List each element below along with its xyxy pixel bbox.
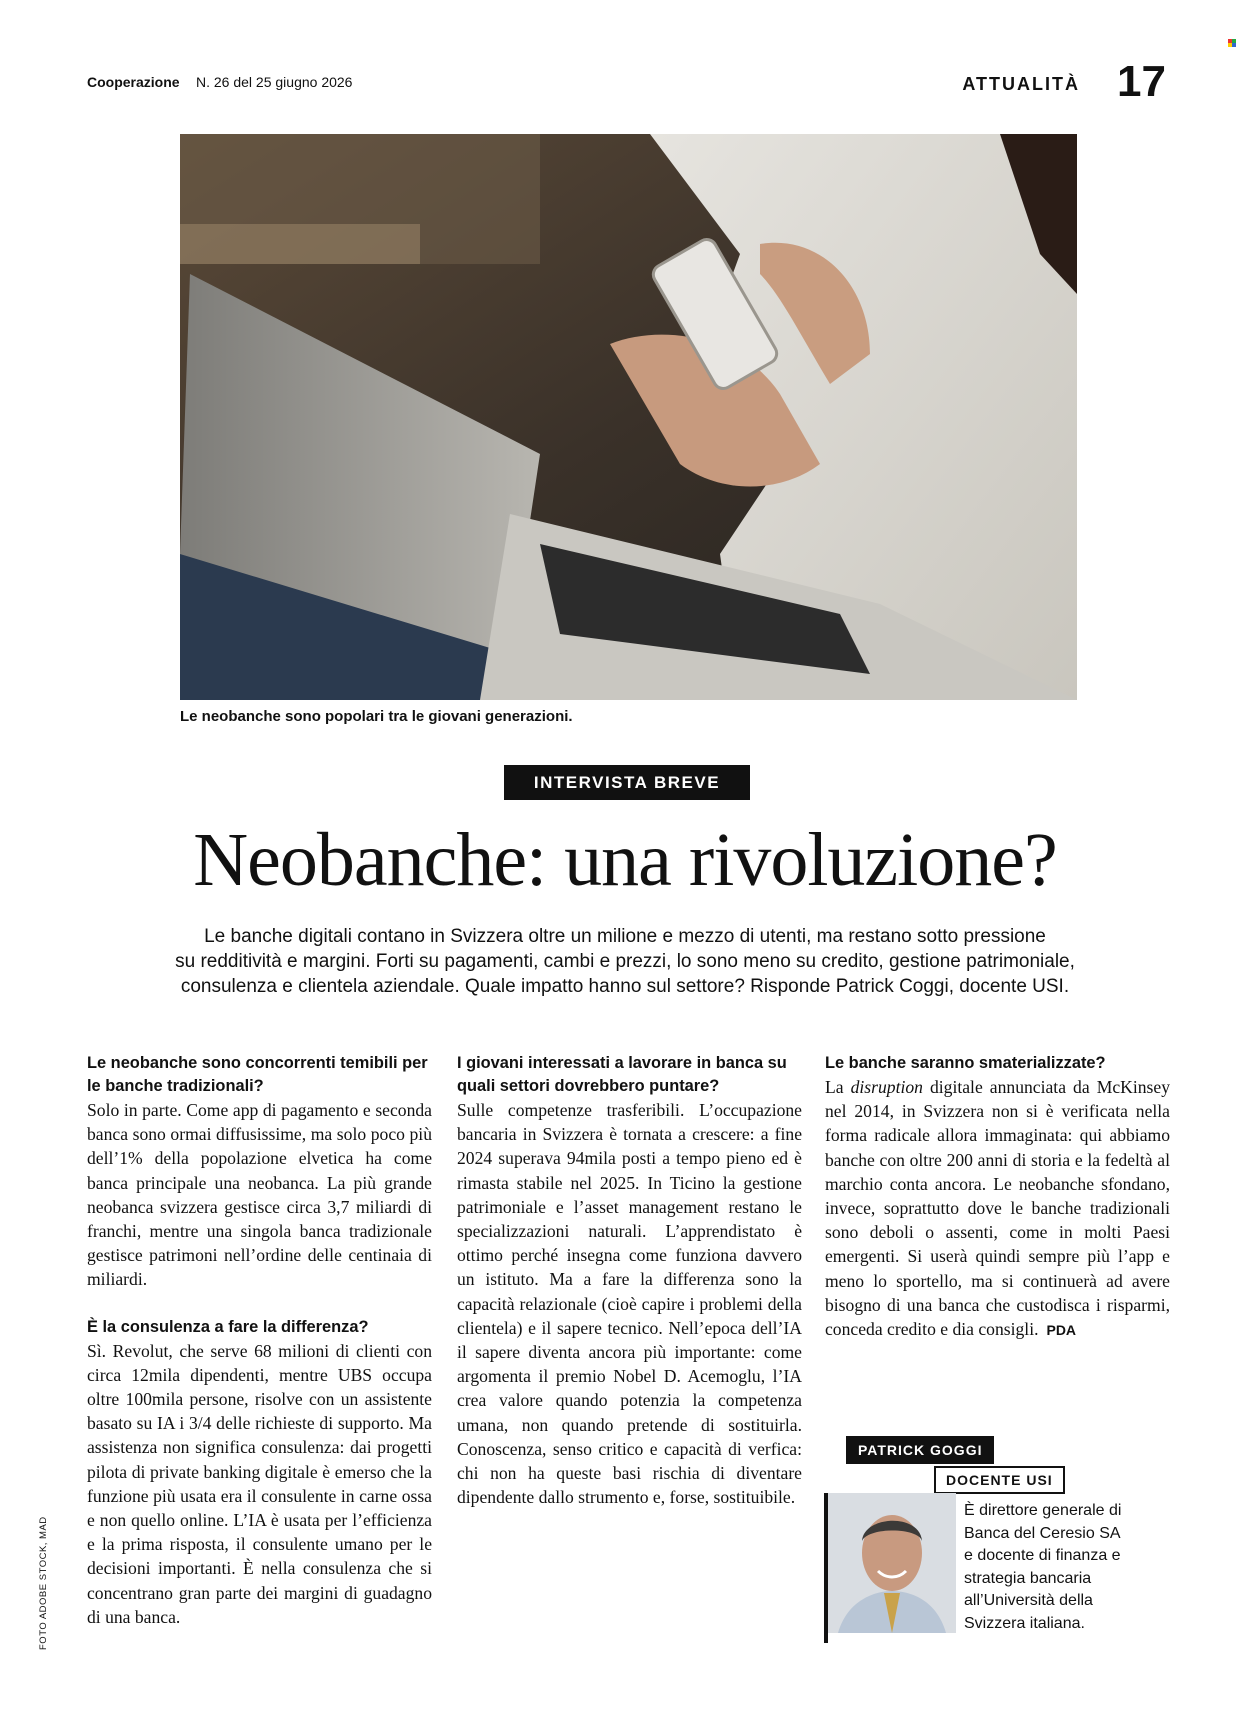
interviewee-bio: È direttore generale di Banca del Ceresio SA e docente di finanza e strategia bancaria all’Università della Svizzera italiana. bbox=[964, 1502, 1122, 1632]
standfirst bbox=[120, 924, 1130, 999]
interview-question: Le neobanche sono concorrenti temibili per le banche tradizionali? bbox=[87, 1054, 428, 1095]
interview-answer bbox=[825, 1075, 1170, 1342]
interviewee-name: PATRICK GOGGI bbox=[846, 1436, 994, 1464]
interview-question: È la consulenza a fare la differenza? bbox=[87, 1317, 369, 1336]
article-kicker: INTERVISTA BREVE bbox=[504, 765, 750, 800]
publication-name: Cooperazione bbox=[87, 74, 180, 90]
article-photo bbox=[180, 134, 1077, 700]
answer-text: digitale annunciata da McKinsey nel 2014, in Svizzera non si è verificata nella forma radicale allora immaginata: qui abbiamo banche con oltre 200 anni di storia e la fedeltà al marchio conta ancora. Le neobanche sfondano, invece, soprattutto dove le banche tradizionali sono deboli o assenti, come in molti Paesi emergenti. Si userà quindi sempre più l’app e meno lo sportello, ma si continuerà ad avere bisogno di una banca che custodisca i risparmi, conceda credito e dia consigli. bbox=[825, 1077, 1170, 1340]
standfirst-line: consulenza e clientela aziendale. Quale impatto hanno sul settore? Risponde Patrick Coggi, docente USI. bbox=[180, 976, 1070, 997]
issue-date: N. 26 del 25 giugno 2026 bbox=[196, 74, 353, 90]
author-signature: PDA bbox=[1046, 1322, 1077, 1339]
photo-credit bbox=[38, 1500, 52, 1650]
interviewee-role: DOCENTE USI bbox=[934, 1466, 1065, 1494]
standfirst-line: Le banche digitali contano in Svizzera oltre un milione e mezzo di utenti, ma restano sotto pressione bbox=[204, 926, 1046, 947]
interview-question: I giovani interessati a lavorare in banca su quali settori dovrebbero puntare? bbox=[457, 1054, 787, 1095]
article-column-2 bbox=[457, 1052, 802, 1509]
answer-text: La bbox=[825, 1077, 851, 1097]
interviewee-portrait bbox=[828, 1493, 956, 1633]
color-registration-mark bbox=[1228, 34, 1236, 42]
article-column-1 bbox=[87, 1052, 432, 1629]
section-label: ATTUALITÀ bbox=[962, 74, 1080, 94]
photo-credit-text: FOTO ADOBE STOCK, MAD bbox=[38, 1516, 49, 1650]
page-number: 17 bbox=[1117, 57, 1166, 106]
interview-question: Le banche saranno smaterializzate? bbox=[825, 1054, 1106, 1072]
answer-emphasis: disruption bbox=[850, 1077, 923, 1097]
interview-answer: Sulle competenze trasferibili. L’occupazione bancaria in Svizzera è tornata a crescere: a fine 2024 superava 94mila posti a tempo pieno ed è rimasta stabile nel 2025. In Ticino la gestione patrimoniale e l’asset management restano le specializzazioni naturali. L’apprendistato è ottimo perché insegna come funziona davvero un istituto. Ma a fare la differenza sono la capacità relazionale (cioè capire i problemi della clientela) e il sapere tecnico. Nell’epoca dell’IA il sapere diventa ancora più importante: come argomenta il premio Nobel D. Acemoglu, l’IA crea valore quando potenzia la competenza umana, non quando pretende di sostituirla. Conoscenza, senso critico e capacità di verfica: chi non ha queste basi rischia di diventare dipendente dallo strumento e, forse, sostituibile. bbox=[457, 1100, 802, 1508]
photo-caption: Le neobanche sono popolari tra le giovani generazioni. bbox=[180, 708, 573, 725]
article-column-3 bbox=[825, 1052, 1170, 1342]
interview-answer: Sì. Revolut, che serve 68 milioni di clienti con circa 12mila dipendenti, mentre UBS occupa oltre 100mila persone, risolve con un assistente basato su IA i 3/4 delle richieste di supporto. Ma assistenza non significa consulenza: dai progetti pilota di private banking digitale è emerso che la funzione più usata era il consulente in carne ossa e non quello online. L’IA è usata per l’efficienza e la prima risposta, il consulente umano per le decisioni importanti. È nella consulenza che si concentrano gran parte dei margini di guadagno di una banca. bbox=[87, 1340, 432, 1627]
interview-answer: Solo in parte. Come app di pagamento e seconda banca sono ormai diffusissime, ma solo poco più dell’1% della popolazione elvetica ha come banca principale una neobanca. La più grande neobanca svizzera gestisce circa 3,7 miliardi di franchi, mentre una singola banca tradizionale gestisce patrimoni nell’ordine delle centinaia di miliardi. bbox=[87, 1100, 432, 1290]
standfirst-line: su redditività e margini. Forti su pagamenti, cambi e prezzi, lo sono meno su credito, gestione patrimoniale, bbox=[175, 951, 1075, 972]
headline: Neobanche: una rivoluzione? bbox=[193, 818, 1057, 902]
